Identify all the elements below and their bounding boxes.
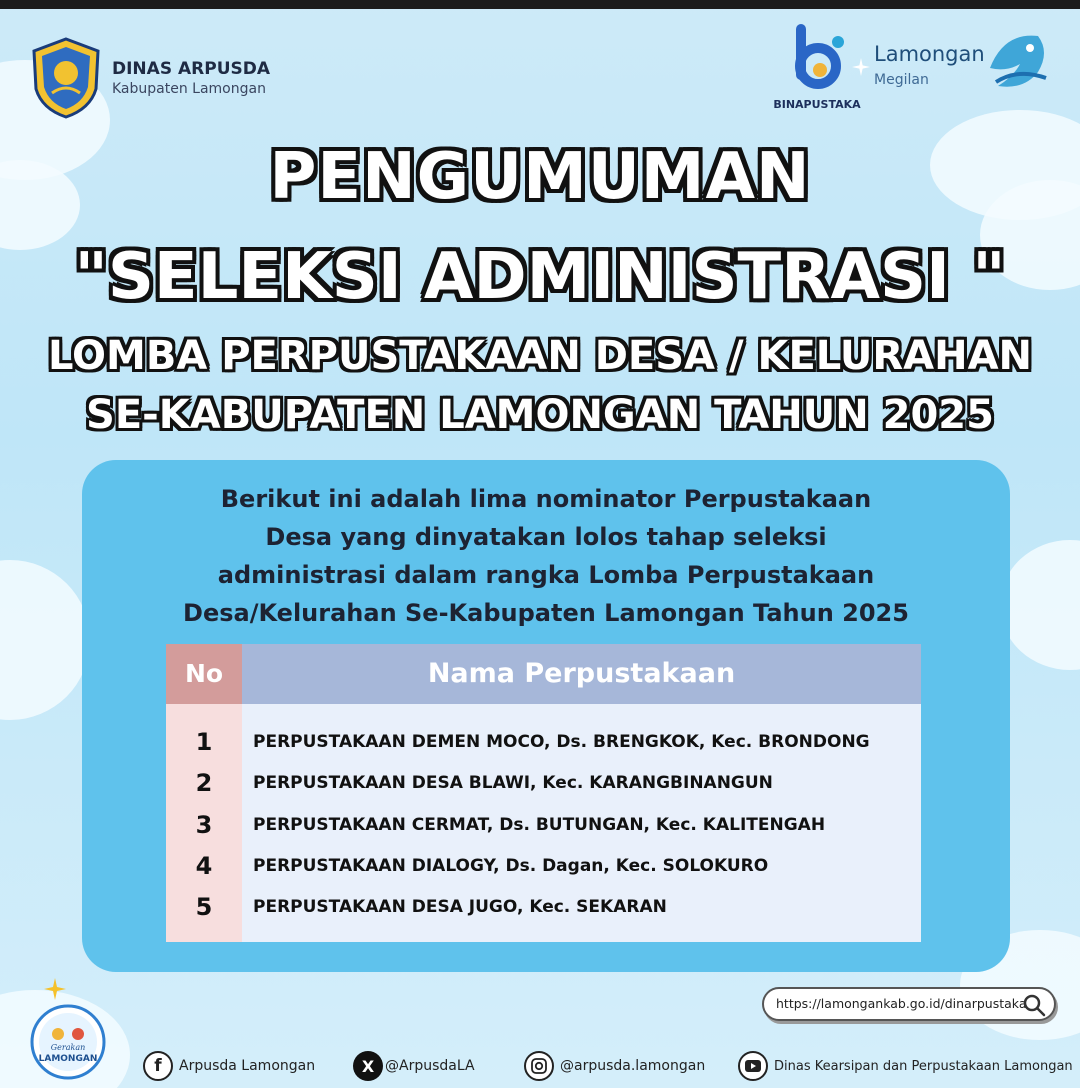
org-header: [30, 37, 270, 119]
org-subtitle: Kabupaten Lamongan: [112, 81, 266, 97]
row-number: 1: [195, 728, 213, 756]
title-line-3: LOMBA PERPUSTAKAAN DESA / KELURAHAN: [47, 333, 1033, 379]
table-row: [166, 846, 921, 886]
lamongan-wordmark: Lamongan: [874, 42, 985, 66]
intro-line: administrasi dalam rangka Lomba Perpustakaan: [217, 561, 875, 589]
facebook-icon: f: [143, 1051, 173, 1081]
table-row: [166, 763, 921, 803]
facebook-handle: Arpusda Lamongan: [179, 1058, 316, 1074]
title-line-4: SE-KABUPATEN LAMONGAN TAHUN 2025: [86, 392, 994, 438]
announcement-panel: [82, 460, 1010, 972]
instagram-icon: [524, 1051, 554, 1081]
intro-text: [82, 480, 1010, 632]
row-number: 5: [195, 893, 213, 921]
table-row: [166, 805, 921, 845]
youtube-icon: [738, 1051, 768, 1081]
intro-line: Desa yang dinyatakan lolos tahap seleksi: [265, 523, 827, 551]
social-facebook[interactable]: [143, 1051, 315, 1081]
megilan-wordmark: Megilan: [874, 72, 929, 88]
lamongan-seal-icon: [30, 37, 102, 119]
column-header-name: Nama Perpustakaan: [242, 644, 921, 704]
column-header-no: No: [166, 644, 242, 704]
search-icon[interactable]: [1022, 993, 1046, 1017]
binapustaka-label: BINAPUSTAKA: [773, 98, 861, 111]
nominee-table: [166, 644, 921, 942]
top-bar: [0, 0, 1080, 9]
gerakan-lamongan-text: LAMONGAN: [38, 1054, 98, 1064]
library-name: PERPUSTAKAAN DEMEN MOCO, Ds. BRENGKOK, Kec. BRONDONG: [253, 732, 870, 752]
title-line-1: PENGUMUMAN: [269, 140, 811, 214]
youtube-channel: Dinas Kearsipan dan Perpustakaan Lamongan: [774, 1058, 1073, 1074]
table-row: [166, 722, 921, 762]
intro-line: Desa/Kelurahan Se-Kabupaten Lamongan Tahun 2025: [183, 599, 909, 627]
cloud: [1000, 540, 1080, 670]
library-name: PERPUSTAKAAN DESA JUGO, Kec. SEKARAN: [253, 897, 667, 917]
x-icon: X: [353, 1051, 383, 1081]
row-number: 2: [195, 769, 213, 797]
gerakan-lamongan-badge: [30, 1004, 106, 1080]
dolphin-wave-icon: [984, 28, 1052, 94]
social-youtube[interactable]: [738, 1051, 1073, 1081]
intro-line: Berikut ini adalah lima nominator Perpustakaan: [220, 485, 872, 513]
row-number: 3: [195, 811, 213, 839]
cloud: [0, 560, 90, 720]
website-url: https://lamongankab.go.id/dinarpustaka: [776, 996, 1027, 1011]
library-name: PERPUSTAKAAN CERMAT, Ds. BUTUNGAN, Kec. KALITENGAH: [253, 815, 826, 835]
binapustaka-icon: [782, 20, 852, 98]
gerakan-text: Gerakan: [50, 1043, 86, 1052]
website-url-bar[interactable]: [762, 987, 1056, 1021]
org-name: DINAS ARPUSDA: [112, 59, 271, 79]
library-name: PERPUSTAKAAN DIALOGY, Ds. Dagan, Kec. SOLOKURO: [253, 856, 769, 876]
row-number: 4: [195, 852, 213, 880]
binapustaka-logo: [772, 20, 862, 116]
table-row: [166, 887, 921, 927]
title-line-2: "SELEKSI ADMINISTRASI ": [74, 240, 1006, 314]
instagram-handle: @arpusda.lamongan: [560, 1058, 706, 1074]
x-handle: @ArpusdaLA: [385, 1058, 475, 1074]
social-instagram[interactable]: [524, 1051, 705, 1081]
sparkle-icon: [44, 978, 66, 1000]
library-name: PERPUSTAKAAN DESA BLAWI, Kec. KARANGBINANGUN: [253, 773, 773, 793]
lamongan-megilan-logo: [872, 28, 1052, 98]
social-x[interactable]: [353, 1051, 475, 1081]
